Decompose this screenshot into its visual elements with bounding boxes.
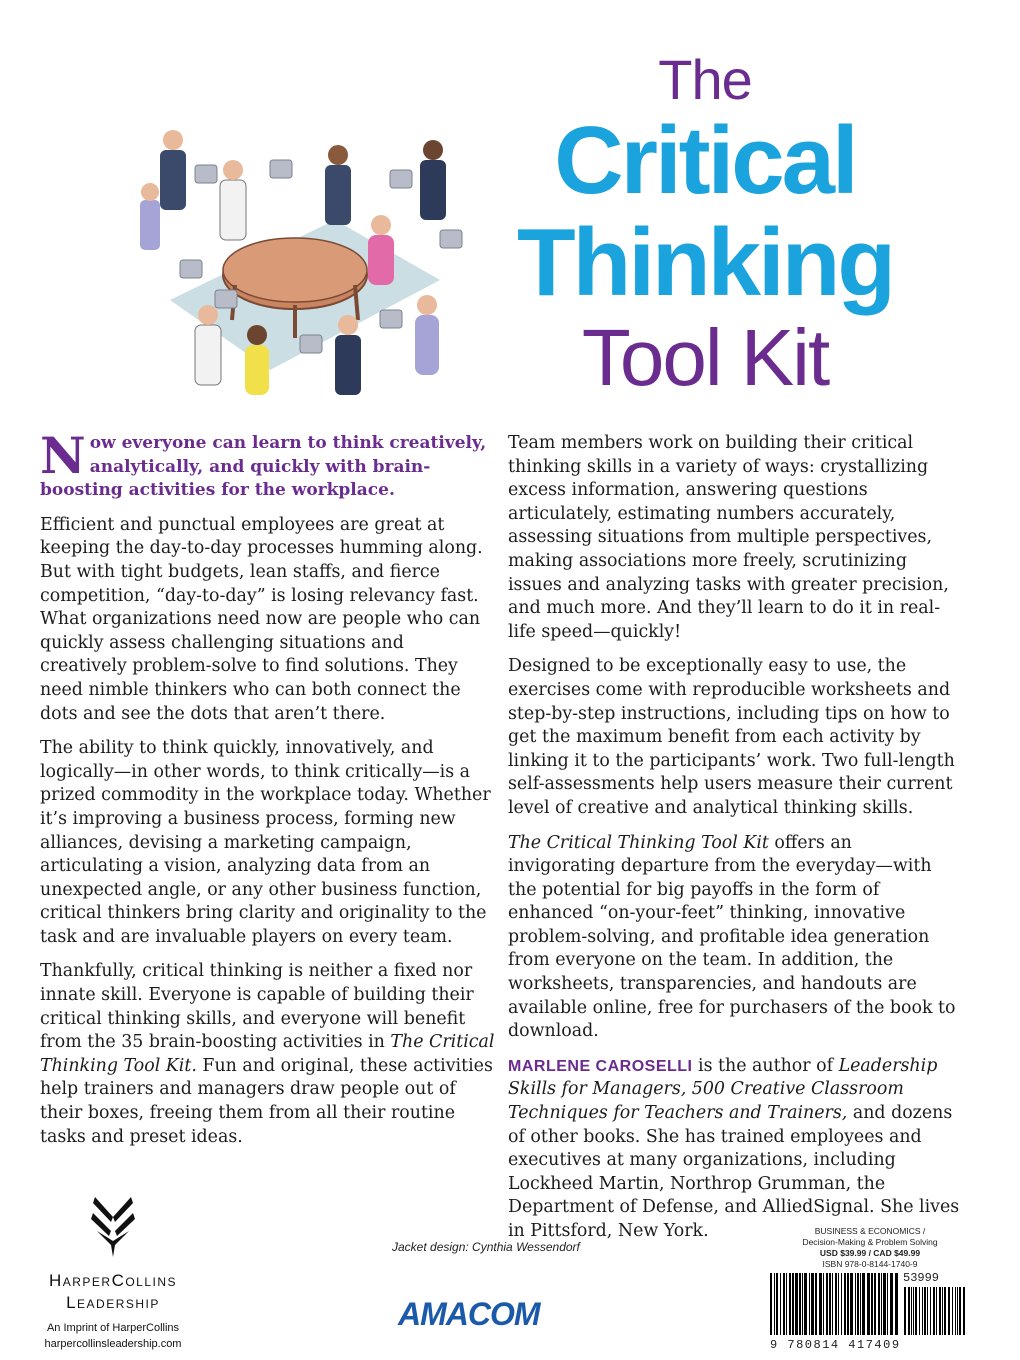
body-paragraph-4: Team members work on building their critical thinking skills in a variety of ways: crystallizing excess information, answering questions articulately, estimating numbers accurately, assessing situations from multiple perspectives, making associations more freely, scrutinizing issues and analyzing tasks with greater precision, and much more. And they’ll learn to do it in real-life speed—quickly! bbox=[508, 433, 949, 642]
imprint-text: An Imprint of HarperCollins bbox=[46, 1322, 180, 1334]
book-title-inline: The Critical Thinking Tool Kit. bbox=[40, 1032, 495, 1076]
body-paragraph-5: Designed to be exceptionally easy to use, the exercises come with reproducible worksheets and step-by-step instructions, including tips on how to get the maximum benefit from each activity by linking it to the participants’ work. Two full-length self-assessments help users measure their current level of creative and analytical thinking skills. bbox=[508, 656, 955, 818]
logo-line-2: Leadership bbox=[66, 1293, 160, 1312]
author-books: Leadership Skills for Managers, 500 Creative Classroom Techniques for Teachers and Trainers, bbox=[508, 1055, 938, 1124]
price-code: 53999 bbox=[903, 1271, 940, 1285]
book-info bbox=[770, 1226, 970, 1270]
logo-line-1: HarperCollins bbox=[48, 1271, 178, 1290]
harpercollins-fire-icon bbox=[89, 1195, 137, 1259]
price: USD $39.99 / CAD $49.99 bbox=[819, 1248, 921, 1258]
author-name: MARLENE CAROSELLI bbox=[508, 1057, 693, 1075]
logo-text bbox=[28, 1270, 198, 1314]
book-title bbox=[490, 50, 920, 402]
right-column bbox=[508, 432, 963, 1255]
harpercollins-leadership-logo bbox=[28, 1195, 198, 1350]
left-column bbox=[40, 426, 495, 1160]
subcategory: Decision-Making & Problem Solving bbox=[802, 1237, 938, 1247]
p6-text: offers an invigorating departure from the everyday—with the potential for big payoffs in the form of enhanced “on-your-feet” thinking, innovative problem-solving, and profitable idea generation from everyone on the team. In addition, the worksheets, transparencies, and handouts are available online, free for purchasers of the book to download. bbox=[508, 832, 956, 1042]
meeting-illustration bbox=[120, 110, 490, 420]
isbn: ISBN 978-0-8144-1740-9 bbox=[822, 1259, 918, 1269]
author-text-2: and dozens of other books. She has trained employees and executives at many organizations, including Lockheed Martin, Northrop Grumman, the Department of Defense, and AlliedSignal. She lives in Pittsford, New York. bbox=[508, 1103, 960, 1241]
body-paragraph-3 bbox=[40, 960, 495, 1149]
title-tool-kit: Tool Kit bbox=[581, 313, 829, 402]
title-thinking: Thinking bbox=[517, 209, 893, 316]
body-paragraph-1: Efficient and punctual employees are great at keeping the day-to-day processes humming along. But with tight budgets, lean staffs, and fierce competition, “day-to-day” is losing relevancy fast. What organizations need now are people who can quickly assess challenging situations and creatively problem-solve to find solutions. They need nimble thinkers who can both connect the dots and see the dots that aren’t there. bbox=[40, 514, 483, 724]
amacom-logo: AMACOM bbox=[398, 1296, 540, 1332]
intro-paragraph bbox=[40, 426, 495, 503]
book-title-inline: The Critical Thinking Tool Kit bbox=[508, 832, 769, 853]
intro-text: ow everyone can learn to think creatively, analytically, and quickly with brain-boosting activities for the workplace. bbox=[40, 433, 487, 501]
p3-text-after: Fun and original, these activities help trainers and managers draw people out of their boxes, freeing them from all their routine tasks and preset ideas. bbox=[40, 1055, 493, 1147]
p3-text-before: Thankfully, critical thinking is neither a fixed nor innate skill. Everyone is capable of building their critical thinking skills, and everyone will benefit from the 35 brain-boosting activities in bbox=[40, 961, 474, 1053]
jacket-credit: Jacket design: Cynthia Wessendorf bbox=[392, 1240, 580, 1254]
publisher-url: harpercollinsleadership.com bbox=[44, 1338, 182, 1350]
author-bio bbox=[508, 1055, 963, 1244]
title-the: The bbox=[658, 48, 752, 111]
drop-cap: N bbox=[40, 426, 86, 485]
title-critical: Critical bbox=[554, 107, 856, 214]
body-paragraph-6 bbox=[508, 832, 963, 1044]
body-paragraph-2: The ability to think quickly, innovatively, and logically—in other words, to think critically—is a prized commodity in the workplace today. Whether it’s improving a business process, forming new alliances, devising a marketing campaign, articulating a vision, analyzing data from an unexpected angle, or any other business function, critical thinkers bring clarity and originality to the task and are invaluable players on every team. bbox=[40, 738, 491, 947]
author-text-1: is the author of bbox=[692, 1055, 839, 1076]
barcode-digits: 9 780814 417409 bbox=[770, 1338, 901, 1352]
category: BUSINESS & ECONOMICS / bbox=[814, 1226, 926, 1236]
